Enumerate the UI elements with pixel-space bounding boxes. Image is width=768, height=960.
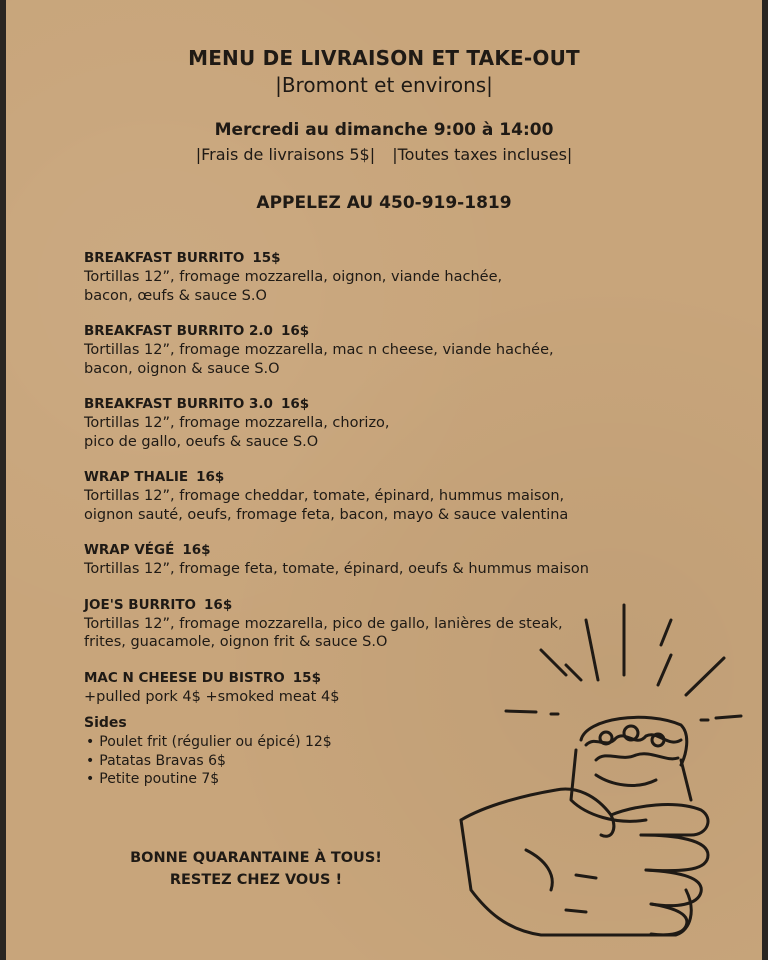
- menu-item: [84, 395, 644, 451]
- item-price: 15$: [292, 669, 321, 686]
- menu-page: [6, 0, 762, 960]
- item-price: 16$: [204, 596, 233, 613]
- delivery-area: |Bromont et environs|: [275, 73, 493, 97]
- item-description: Tortillas 12”, fromage cheddar, tomate, épinard, hummus maison,: [84, 488, 565, 504]
- delivery-fee: |Frais de livraisons 5$|: [195, 145, 376, 164]
- phone-line: APPELEZ AU 450-919-1819: [256, 193, 512, 213]
- item-price: 16$: [182, 542, 211, 558]
- item-price: 16$: [280, 323, 310, 339]
- item-description: Tortillas 12”, fromage mozzarella, oignon, viande hachée,: [84, 269, 503, 285]
- item-description: pico de gallo, oeufs & sauce S.O: [84, 433, 319, 450]
- item-description: oignon sauté, oeufs, fromage feta, bacon, mayo & sauce valentina: [84, 506, 569, 523]
- item-description: bacon, œufs & sauce S.O: [84, 287, 267, 304]
- item-description: Tortillas 12”, fromage mozzarella, mac n cheese, viande hachée,: [84, 342, 554, 358]
- item-price: 16$: [196, 469, 225, 485]
- item-price: 16$: [280, 396, 310, 412]
- item-name: BREAKFAST BURRITO: [84, 250, 245, 266]
- list-item: • Patatas Bravas 6$: [84, 752, 332, 771]
- item-name: WRAP THALIE: [84, 469, 189, 485]
- item-name: JOE'S BURRITO: [84, 596, 197, 613]
- menu-item: [84, 541, 644, 579]
- item-description: frites, guacamole, oignon frit & sauce S.O: [84, 634, 388, 650]
- item-description: +pulled pork 4$ +smoked meat 4$: [84, 688, 340, 705]
- sides-title: Sides: [84, 715, 127, 731]
- list-item: • Petite poutine 7$: [84, 770, 332, 789]
- menu-title: MENU DE LIVRAISON ET TAKE-OUT: [188, 46, 580, 70]
- closing-message: BONNE QUARANTAINE À TOUS!: [130, 850, 382, 866]
- opening-hours: Mercredi au dimanche 9:00 à 14:00: [214, 120, 554, 140]
- item-description: Tortillas 12”, fromage mozzarella, chorizo,: [84, 415, 390, 431]
- item-description: bacon, oignon & sauce S.O: [84, 360, 280, 377]
- sides-section: [84, 714, 332, 789]
- item-description: Tortillas 12”, fromage mozzarella, pico de gallo, lanières de steak,: [84, 615, 563, 632]
- item-price: 15$: [252, 250, 281, 266]
- item-name: BREAKFAST BURRITO 2.0: [84, 323, 273, 339]
- menu-item: [84, 249, 644, 305]
- menu-item: [84, 468, 644, 524]
- hand-holding-burrito-icon: [446, 590, 756, 960]
- closing-message-2: RESTEZ CHEZ VOUS !: [169, 872, 343, 888]
- taxes-note: |Toutes taxes incluses|: [392, 145, 573, 164]
- item-description: Tortillas 12”, fromage feta, tomate, épinard, oeufs & hummus maison: [84, 561, 589, 577]
- list-item: • Poulet frit (régulier ou épicé) 12$: [84, 733, 332, 752]
- item-name: BREAKFAST BURRITO 3.0: [84, 396, 273, 412]
- menu-item: [84, 322, 644, 378]
- sides-list: [84, 733, 332, 789]
- fees-line: [6, 145, 762, 164]
- item-name: MAC N CHEESE DU BISTRO: [84, 669, 285, 686]
- item-name: WRAP VÉGÉ: [84, 542, 175, 558]
